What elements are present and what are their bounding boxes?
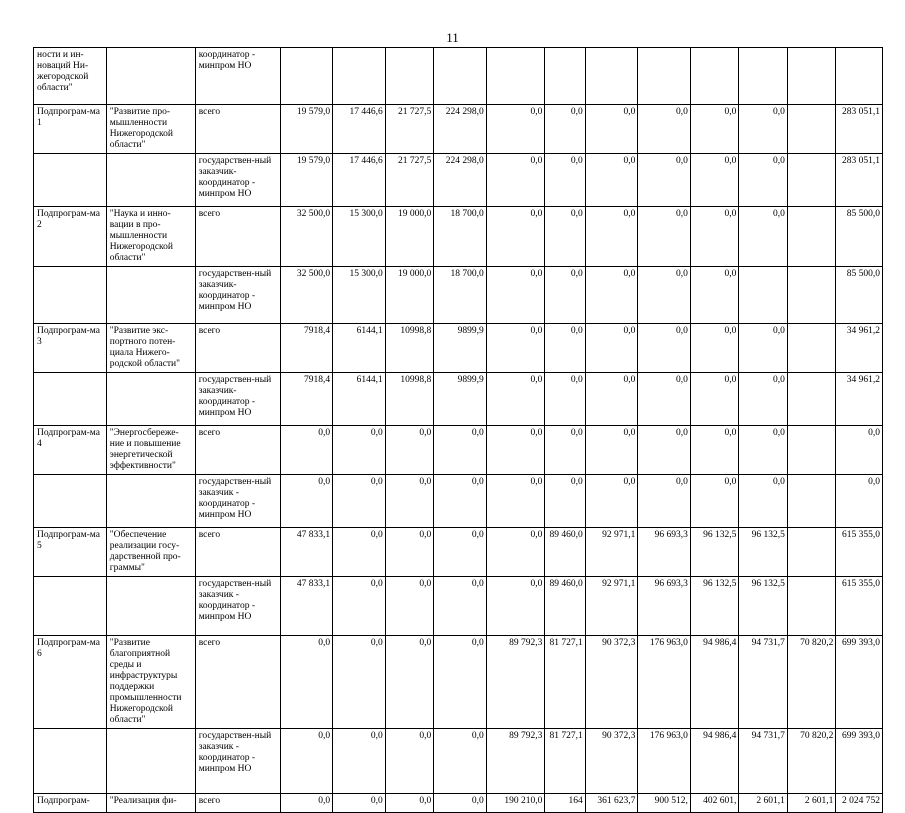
table-row: [34, 729, 883, 794]
value-cell: [836, 48, 883, 105]
value-cell: 0,0: [739, 426, 788, 475]
value-cell: 0,0: [434, 577, 487, 636]
value-cell: 47 833,1: [280, 577, 333, 636]
program-name-cell: "Обеспечение реализации госу-дарственной про-граммы": [106, 528, 195, 577]
value-cell: 0,0: [638, 475, 691, 528]
program-cell: Подпрограм-ма 1: [34, 105, 107, 154]
program-cell: Подпрограм-ма 2: [34, 207, 107, 267]
value-cell: 94 986,4: [690, 729, 739, 794]
program-name-cell: [106, 577, 195, 636]
value-cell: 0,0: [486, 324, 545, 373]
value-cell: 283 051,1: [836, 154, 883, 207]
value-cell: 2 601,1: [787, 794, 836, 813]
value-cell: 0,0: [280, 426, 333, 475]
program-cell: Подпрограм-ма 6: [34, 636, 107, 729]
budget-table: [33, 47, 883, 813]
program-name-cell: [106, 729, 195, 794]
value-cell: 85 500,0: [836, 207, 883, 267]
value-cell: 89 460,0: [545, 577, 585, 636]
value-cell: 32 500,0: [280, 267, 333, 324]
value-cell: 96 693,3: [638, 528, 691, 577]
value-cell: 89 792,3: [486, 636, 545, 729]
value-cell: 19 000,0: [385, 267, 434, 324]
value-cell: 81 727,1: [545, 729, 585, 794]
program-name-cell: "Развитие экс-портного потен-циала Нижего-родской области": [106, 324, 195, 373]
value-cell: 0,0: [690, 105, 739, 154]
value-cell: 0,0: [333, 577, 386, 636]
value-cell: [787, 577, 836, 636]
value-cell: 0,0: [585, 475, 638, 528]
value-cell: 17 446,6: [333, 105, 386, 154]
value-cell: 0,0: [385, 794, 434, 813]
value-cell: 0,0: [638, 373, 691, 426]
funding-source-cell: всего: [195, 105, 280, 154]
table-row: [34, 154, 883, 207]
value-cell: 32 500,0: [280, 207, 333, 267]
funding-source-cell: государствен-ный заказчик - координатор - минпром НО: [195, 729, 280, 794]
value-cell: 0,0: [333, 636, 386, 729]
funding-source-cell: всего: [195, 528, 280, 577]
value-cell: 0,0: [690, 324, 739, 373]
value-cell: 176 963,0: [638, 636, 691, 729]
value-cell: 0,0: [486, 154, 545, 207]
funding-source-cell: всего: [195, 207, 280, 267]
program-cell: ности и ин-новаций Ни-жегородской области": [34, 48, 107, 105]
value-cell: 0,0: [486, 577, 545, 636]
value-cell: [333, 48, 386, 105]
value-cell: 0,0: [690, 373, 739, 426]
value-cell: 0,0: [545, 426, 585, 475]
value-cell: 94 986,4: [690, 636, 739, 729]
value-cell: [787, 154, 836, 207]
value-cell: 21 727,5: [385, 154, 434, 207]
value-cell: 34 961,2: [836, 324, 883, 373]
table-row: [34, 426, 883, 475]
value-cell: 0,0: [690, 207, 739, 267]
value-cell: [690, 48, 739, 105]
value-cell: [787, 105, 836, 154]
value-cell: 0,0: [638, 105, 691, 154]
value-cell: 699 393,0: [836, 729, 883, 794]
value-cell: 0,0: [739, 154, 788, 207]
value-cell: 0,0: [486, 373, 545, 426]
value-cell: 0,0: [385, 475, 434, 528]
funding-source-cell: государствен-ный заказчик-координатор - минпром НО: [195, 267, 280, 324]
value-cell: 2 601,1: [739, 794, 788, 813]
value-cell: 89 792,3: [486, 729, 545, 794]
value-cell: 0,0: [638, 267, 691, 324]
value-cell: 224 298,0: [434, 154, 487, 207]
value-cell: [434, 48, 487, 105]
value-cell: [585, 48, 638, 105]
table-row: [34, 324, 883, 373]
program-name-cell: "Реализация фи-: [106, 794, 195, 813]
value-cell: 0,0: [434, 426, 487, 475]
value-cell: [787, 528, 836, 577]
value-cell: 0,0: [434, 528, 487, 577]
value-cell: [787, 373, 836, 426]
program-cell: [34, 373, 107, 426]
value-cell: 0,0: [434, 636, 487, 729]
program-cell: [34, 154, 107, 207]
table-row: [34, 373, 883, 426]
value-cell: 283 051,1: [836, 105, 883, 154]
value-cell: [787, 475, 836, 528]
funding-source-cell: всего: [195, 636, 280, 729]
value-cell: 0,0: [333, 528, 386, 577]
value-cell: 96 132,5: [739, 528, 788, 577]
value-cell: 0,0: [739, 324, 788, 373]
value-cell: 0,0: [280, 794, 333, 813]
value-cell: 0,0: [434, 794, 487, 813]
value-cell: 47 833,1: [280, 528, 333, 577]
value-cell: [739, 48, 788, 105]
value-cell: 0,0: [333, 475, 386, 528]
value-cell: 6144,1: [333, 373, 386, 426]
program-name-cell: [106, 373, 195, 426]
value-cell: 96 693,3: [638, 577, 691, 636]
value-cell: 9899,9: [434, 324, 487, 373]
value-cell: 2 024 752: [836, 794, 883, 813]
value-cell: 0,0: [486, 426, 545, 475]
value-cell: 0,0: [486, 207, 545, 267]
funding-source-cell: всего: [195, 426, 280, 475]
funding-source-cell: государствен-ный заказчик - координатор - минпром НО: [195, 475, 280, 528]
value-cell: 19 000,0: [385, 207, 434, 267]
value-cell: 19 579,0: [280, 154, 333, 207]
value-cell: 0,0: [486, 267, 545, 324]
value-cell: 0,0: [280, 475, 333, 528]
value-cell: 0,0: [690, 475, 739, 528]
value-cell: [787, 207, 836, 267]
program-name-cell: [106, 154, 195, 207]
program-cell: Подпрограм-ма 3: [34, 324, 107, 373]
value-cell: 0,0: [836, 426, 883, 475]
value-cell: 615 355,0: [836, 528, 883, 577]
value-cell: 224 298,0: [434, 105, 487, 154]
value-cell: 70 820,2: [787, 729, 836, 794]
value-cell: [385, 48, 434, 105]
table-row: [34, 267, 883, 324]
value-cell: 0,0: [486, 475, 545, 528]
table-row: [34, 475, 883, 528]
value-cell: 0,0: [385, 426, 434, 475]
value-cell: 0,0: [690, 426, 739, 475]
page-number: 11: [446, 30, 459, 45]
program-name-cell: "Развитие про-мышленности Нижегородской области": [106, 105, 195, 154]
value-cell: 0,0: [545, 475, 585, 528]
value-cell: 0,0: [545, 207, 585, 267]
value-cell: 0,0: [486, 105, 545, 154]
value-cell: [787, 267, 836, 324]
value-cell: 0,0: [385, 729, 434, 794]
value-cell: 0,0: [333, 729, 386, 794]
value-cell: 85 500,0: [836, 267, 883, 324]
program-name-cell: "Развитие благоприятной среды и инфраструктуры поддержки промышленности Нижегородской области": [106, 636, 195, 729]
value-cell: 0,0: [486, 528, 545, 577]
program-cell: Подпрограм-: [34, 794, 107, 813]
value-cell: 9899,9: [434, 373, 487, 426]
value-cell: 0,0: [739, 373, 788, 426]
table-row: [34, 105, 883, 154]
value-cell: 0,0: [280, 636, 333, 729]
value-cell: [787, 324, 836, 373]
value-cell: 89 460,0: [545, 528, 585, 577]
program-name-cell: [106, 267, 195, 324]
table-row: [34, 636, 883, 729]
value-cell: 402 601,: [690, 794, 739, 813]
value-cell: 7918,4: [280, 373, 333, 426]
value-cell: [787, 426, 836, 475]
value-cell: 0,0: [585, 373, 638, 426]
program-name-cell: "Энергосбереже-ние и повышение энергетической эффективности": [106, 426, 195, 475]
funding-source-cell: координатор - минпром НО: [195, 48, 280, 105]
value-cell: 0,0: [638, 207, 691, 267]
value-cell: 90 372,3: [585, 729, 638, 794]
value-cell: 10998,8: [385, 373, 434, 426]
value-cell: 81 727,1: [545, 636, 585, 729]
value-cell: 0,0: [836, 475, 883, 528]
value-cell: 0,0: [585, 324, 638, 373]
value-cell: 361 623,7: [585, 794, 638, 813]
value-cell: 0,0: [739, 475, 788, 528]
value-cell: 0,0: [739, 207, 788, 267]
value-cell: [486, 48, 545, 105]
value-cell: 6144,1: [333, 324, 386, 373]
value-cell: 0,0: [638, 154, 691, 207]
value-cell: [638, 48, 691, 105]
funding-source-cell: государствен-ный заказчик - координатор - минпром НО: [195, 577, 280, 636]
value-cell: 96 132,5: [690, 577, 739, 636]
table-row: [34, 794, 883, 813]
value-cell: [280, 48, 333, 105]
funding-source-cell: государствен-ный заказчик-координатор - минпром НО: [195, 373, 280, 426]
value-cell: 96 132,5: [690, 528, 739, 577]
value-cell: 0,0: [545, 154, 585, 207]
program-cell: [34, 729, 107, 794]
value-cell: 0,0: [690, 154, 739, 207]
value-cell: 0,0: [739, 105, 788, 154]
value-cell: 0,0: [385, 577, 434, 636]
table-row: [34, 528, 883, 577]
value-cell: 0,0: [545, 105, 585, 154]
program-cell: [34, 577, 107, 636]
value-cell: 0,0: [690, 267, 739, 324]
value-cell: 15 300,0: [333, 207, 386, 267]
value-cell: 94 731,7: [739, 729, 788, 794]
value-cell: 92 971,1: [585, 577, 638, 636]
value-cell: 0,0: [585, 207, 638, 267]
program-cell: Подпрограм-ма 4: [34, 426, 107, 475]
value-cell: [787, 48, 836, 105]
value-cell: 18 700,0: [434, 267, 487, 324]
value-cell: 0,0: [585, 267, 638, 324]
table-row: [34, 207, 883, 267]
value-cell: 10998,8: [385, 324, 434, 373]
value-cell: 92 971,1: [585, 528, 638, 577]
value-cell: 19 579,0: [280, 105, 333, 154]
value-cell: 0,0: [545, 373, 585, 426]
value-cell: 96 132,5: [739, 577, 788, 636]
value-cell: 7918,4: [280, 324, 333, 373]
value-cell: 15 300,0: [333, 267, 386, 324]
value-cell: 0,0: [385, 636, 434, 729]
program-name-cell: [106, 475, 195, 528]
program-cell: [34, 475, 107, 528]
value-cell: 0,0: [385, 528, 434, 577]
value-cell: 615 355,0: [836, 577, 883, 636]
funding-source-cell: всего: [195, 324, 280, 373]
program-cell: Подпрограм-ма 5: [34, 528, 107, 577]
value-cell: 17 446,6: [333, 154, 386, 207]
value-cell: 176 963,0: [638, 729, 691, 794]
funding-source-cell: государствен-ный заказчик-координатор - минпром НО: [195, 154, 280, 207]
program-name-cell: [106, 48, 195, 105]
value-cell: 190 210,0: [486, 794, 545, 813]
value-cell: 0,0: [585, 105, 638, 154]
value-cell: 0,0: [545, 324, 585, 373]
value-cell: 0,0: [333, 426, 386, 475]
value-cell: [739, 267, 788, 324]
value-cell: 70 820,2: [787, 636, 836, 729]
value-cell: 90 372,3: [585, 636, 638, 729]
value-cell: 0,0: [333, 794, 386, 813]
value-cell: 0,0: [638, 426, 691, 475]
value-cell: 0,0: [434, 475, 487, 528]
value-cell: 0,0: [280, 729, 333, 794]
table-row: [34, 48, 883, 105]
value-cell: 0,0: [585, 154, 638, 207]
program-name-cell: "Наука и инно-вации в про-мышленности Нижегородской области": [106, 207, 195, 267]
table-row: [34, 577, 883, 636]
value-cell: 21 727,5: [385, 105, 434, 154]
value-cell: 164: [545, 794, 585, 813]
value-cell: 18 700,0: [434, 207, 487, 267]
value-cell: 94 731,7: [739, 636, 788, 729]
value-cell: 0,0: [585, 426, 638, 475]
value-cell: 699 393,0: [836, 636, 883, 729]
funding-source-cell: всего: [195, 794, 280, 813]
value-cell: 900 512,: [638, 794, 691, 813]
value-cell: 0,0: [545, 267, 585, 324]
value-cell: 0,0: [638, 324, 691, 373]
value-cell: 34 961,2: [836, 373, 883, 426]
value-cell: [545, 48, 585, 105]
value-cell: 0,0: [434, 729, 487, 794]
program-cell: [34, 267, 107, 324]
